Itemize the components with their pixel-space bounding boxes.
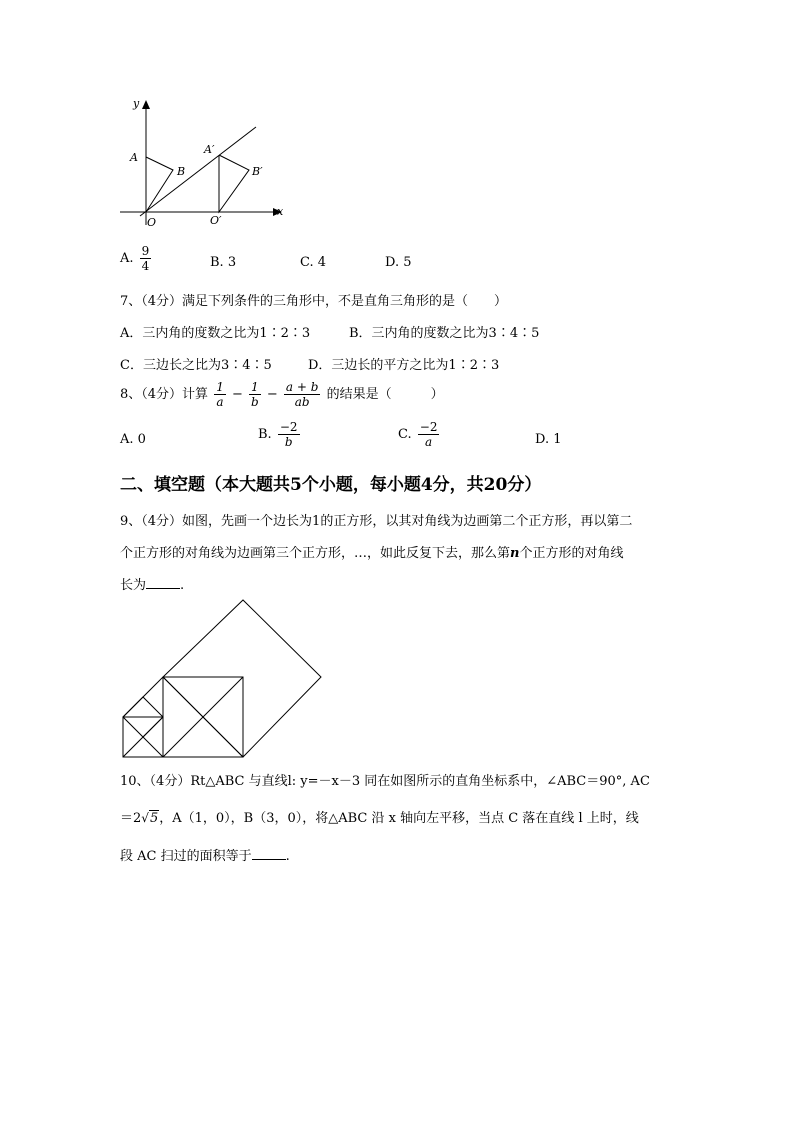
q8-prefix: 8、（4分）计算 — [120, 387, 209, 402]
q8-option-c-prefix: C. — [398, 427, 412, 442]
q9-line-3-end: . — [180, 578, 185, 593]
squares-figure — [118, 595, 328, 765]
label-y: y — [133, 97, 140, 110]
q9-line-1: 9、（4分）如图，先画一个边长为1的正方形，以其对角线为边画第二个正方形，再以第二 — [120, 514, 633, 529]
square-2-edge-2 — [143, 737, 163, 757]
triangle-aob — [146, 157, 173, 212]
label-o: O — [147, 216, 157, 229]
q6-option-a — [120, 244, 153, 273]
q10-line-2: ＝2√5，A（1，0），B（3，0），将△ABC 沿 x 轴向左平移，当点 C 落在直线 l 上时，线 — [120, 811, 639, 826]
label-o-prime: O′ — [210, 214, 222, 227]
q10-line-3 — [120, 845, 290, 864]
q7-option-c: C．三边长之比为3∶4∶5 — [120, 358, 272, 373]
fraction-denominator: 4 — [141, 259, 150, 273]
fraction-denominator: a — [216, 395, 224, 409]
fraction-numerator: −2 — [279, 420, 298, 434]
q8-option-d: D. 1 — [535, 432, 562, 447]
fraction-numerator: 1 — [216, 380, 224, 394]
answer-blank — [146, 576, 180, 589]
label-x: x — [277, 205, 284, 218]
q8-stem — [120, 380, 444, 409]
label-a: A — [130, 151, 138, 164]
fraction-denominator: ab — [294, 395, 310, 409]
q8-suffix: 的结果是（ ） — [326, 387, 444, 402]
q10-line-1: 10、（4分）Rt△ABC 与直线l: y=－x－3 同在如图所示的直角坐标系中，∠ABC＝90°, AC — [120, 774, 650, 789]
q8-option-c — [398, 420, 441, 449]
q8-minus-1: − — [231, 387, 243, 402]
q8-fraction-1 — [214, 380, 226, 409]
section-heading: 二、填空题（本大题共5个小题，每小题4分，共20分） — [120, 475, 542, 495]
q9-variable-n: n — [510, 546, 520, 561]
q8-minus-2: − — [266, 387, 278, 402]
q9-line-2b: 个正方形的对角线 — [519, 546, 624, 561]
q6-option-a-fraction — [140, 244, 152, 273]
q10-sqrt-value: 5 — [149, 811, 159, 826]
coordinate-figure — [115, 95, 295, 235]
q8-option-b-fraction — [278, 420, 300, 449]
q8-option-a: A. 0 — [120, 432, 146, 447]
y-axis-arrow — [142, 100, 150, 109]
fraction-numerator: 9 — [141, 244, 150, 258]
label-b-prime: B′ — [252, 165, 263, 178]
q10-line-3-end: . — [285, 849, 290, 864]
q9-line-3-text: 长为 — [120, 578, 147, 593]
fraction-denominator: a — [425, 435, 433, 449]
diagonal-line — [140, 127, 256, 216]
q6-option-b: B. 3 — [210, 255, 237, 270]
q8-fraction-3 — [284, 380, 321, 409]
q6-option-d: D. 5 — [385, 255, 412, 270]
q8-option-b-prefix: B. — [258, 427, 272, 442]
label-b: B — [177, 165, 186, 178]
q7-option-d: D．三边长的平方之比为1∶2∶3 — [308, 358, 500, 373]
fraction-numerator: a + b — [285, 380, 319, 394]
q10-line-2a: ＝2 — [120, 811, 142, 826]
answer-blank — [252, 847, 286, 860]
q6-option-c: C. 4 — [300, 255, 327, 270]
triangle-a-prime — [219, 155, 249, 212]
q7-option-b: B．三内角的度数之比为3∶4∶5 — [349, 326, 540, 341]
q6-option-a-prefix: A. — [120, 251, 134, 266]
q8-fraction-2 — [249, 380, 261, 409]
fraction-denominator: b — [284, 435, 293, 449]
q10-line-3-text: 段 AC 扫过的面积等于 — [120, 849, 252, 864]
q7-stem: 7、（4分）满足下列条件的三角形中，不是直角三角形的是（ ） — [120, 294, 508, 309]
q10-line-2b: ，A（1，0），B（3，0），将△ABC 沿 x 轴向左平移，当点 C 落在直线 l 上时，线 — [159, 811, 639, 826]
q8-option-c-fraction — [418, 420, 440, 449]
label-a-prime: A′ — [204, 143, 215, 156]
q9-line-2 — [120, 542, 623, 561]
fraction-numerator: 1 — [249, 380, 261, 395]
q8-option-b — [258, 420, 302, 449]
q9-line-2a: 个正方形的对角线为边画第三个正方形，…，如此反复下去，那么第 — [120, 546, 511, 561]
fraction-numerator: −2 — [419, 420, 438, 434]
fraction-denominator: b — [251, 395, 259, 409]
q9-line-3 — [120, 574, 184, 593]
q7-option-a: A．三内角的度数之比为1∶2∶3 — [120, 326, 311, 341]
